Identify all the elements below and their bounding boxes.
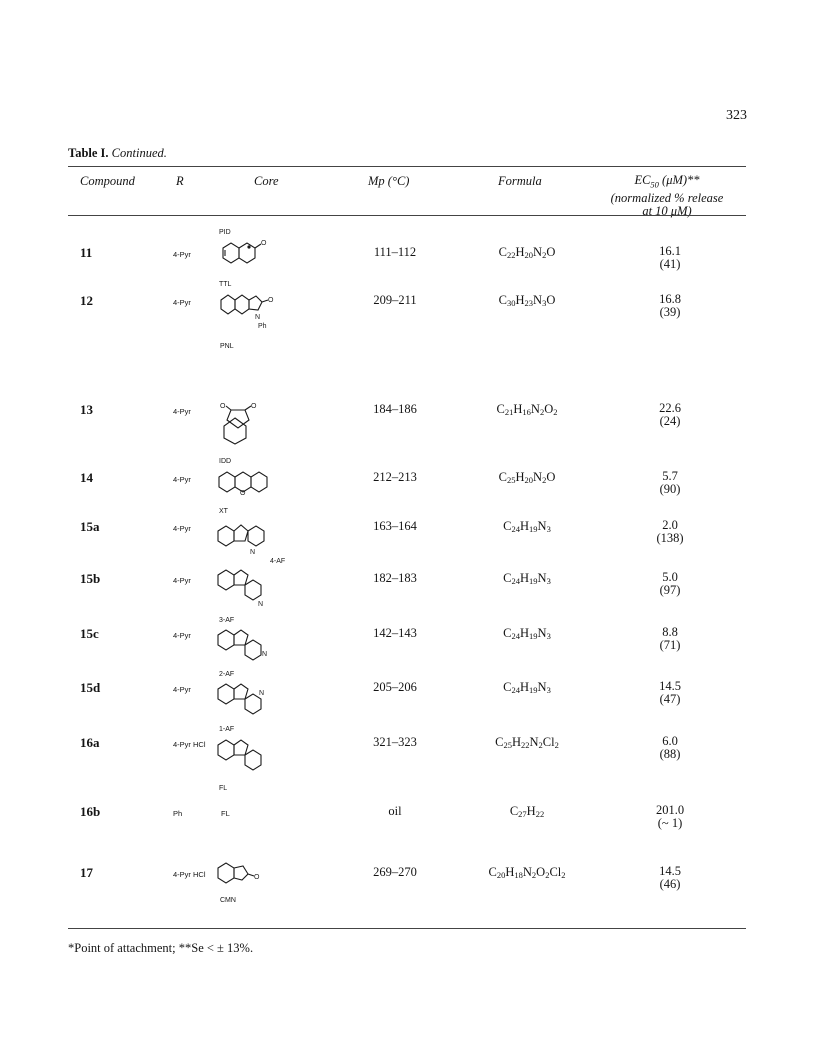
- substituent-r: 4-Pyr: [173, 407, 191, 416]
- melting-point: 212–213: [373, 470, 417, 484]
- core-label-pnl: PNL: [220, 343, 234, 350]
- table-bottom-rule: [68, 928, 746, 929]
- table-top-rule: [68, 166, 746, 167]
- ec50-value: 6.0: [662, 734, 678, 748]
- structure-17-oxygen-label: O: [254, 874, 260, 881]
- molecular-formula: $C_{25}H_{20}N_2O$: [498, 470, 556, 485]
- table-caption-label: Table I.: [68, 146, 109, 160]
- core-label-ttl: TTL: [219, 281, 232, 288]
- compound-id: 15b: [80, 571, 101, 586]
- ec50-cell: [625, 245, 715, 271]
- substituent-r: 4-Pyr: [173, 576, 191, 585]
- compound-id: 15c: [80, 626, 99, 641]
- structure-13-oxygen-left-label: O: [220, 403, 226, 410]
- melting-point: 184–186: [373, 402, 417, 416]
- core-label-xt: XT: [219, 508, 228, 515]
- substituent-r: 4-Pyr: [173, 298, 191, 307]
- molecular-formula: $C_{24}H_{19}N_3$: [503, 626, 551, 641]
- header-ec50-line1: $EC_{50}$ (μM)**: [634, 173, 700, 190]
- structure-13: [214, 398, 274, 448]
- header-ec50-line2: (normalized % release: [610, 190, 724, 205]
- header-formula: Formula: [498, 174, 542, 188]
- substituent-r: 4-Pyr: [173, 250, 191, 259]
- structure-11: [214, 236, 274, 276]
- compound-id: 17: [80, 865, 93, 880]
- substituent-r: Ph: [173, 809, 183, 818]
- header-ec50: [592, 174, 742, 218]
- structure-15a: [214, 515, 304, 565]
- melting-point: 209–211: [373, 293, 417, 307]
- structure-16a: [214, 733, 294, 781]
- substituent-r: 4-Pyr HCl: [173, 740, 206, 749]
- melting-point: 163–164: [373, 519, 417, 533]
- ec50-cell: [625, 735, 715, 761]
- core-label-idd: IDD: [219, 458, 232, 465]
- melting-point: oil: [388, 804, 402, 818]
- compound-id: 15a: [80, 519, 100, 534]
- structure-14: [214, 465, 294, 501]
- ec50-cell: [625, 626, 715, 652]
- structure-12-nitrogen-label: N: [255, 314, 261, 321]
- ec50-cell: [625, 571, 715, 597]
- ec50-value: 14.5: [659, 864, 681, 878]
- table-caption: [68, 146, 167, 161]
- structure-12-phenyl-label: Ph: [258, 323, 267, 330]
- structure-13-oxygen-right-label: O: [251, 403, 257, 410]
- structure-12-oxygen-label: O: [268, 297, 274, 304]
- structure-14-oxygen-label: O: [240, 490, 246, 497]
- structure-15b: [214, 565, 304, 620]
- release-percent: (138): [656, 531, 684, 545]
- molecular-formula: $C_{25}H_{22}N_2Cl_2$: [495, 735, 559, 750]
- ec50-cell: [625, 470, 715, 496]
- ec50-cell: [625, 519, 715, 545]
- molecular-formula: $C_{30}H_{23}N_3O$: [498, 293, 556, 308]
- ec50-cell: [625, 865, 715, 891]
- footnote: *Point of attachment; **Se < ± 13%.: [68, 941, 254, 955]
- header-compound: Compound: [80, 174, 135, 188]
- molecular-formula: $C_{24}H_{19}N_3$: [503, 571, 551, 586]
- ec50-cell: [625, 402, 715, 428]
- core-label-pid: PID: [219, 229, 231, 236]
- core-label-1af: 1-AF: [219, 726, 235, 733]
- ec50-value: 5.7: [662, 469, 678, 483]
- ec50-value: 16.8: [659, 292, 681, 306]
- compound-id: 11: [80, 245, 93, 260]
- molecular-formula: $C_{24}H_{19}N_3$: [503, 680, 551, 695]
- compound-id: 16b: [80, 804, 101, 819]
- structure-11-oxygen-label: O: [261, 240, 267, 247]
- ec50-cell: [625, 804, 715, 830]
- core-label-2af: 2-AF: [219, 671, 235, 678]
- substituent-r: 4-Pyr: [173, 524, 191, 533]
- compound-id: 12: [80, 293, 93, 308]
- substituent-r: 4-Pyr: [173, 631, 191, 640]
- ec50-cell: [625, 293, 715, 319]
- release-percent: (71): [659, 638, 681, 652]
- structure-17: [214, 860, 284, 894]
- compound-id: 16a: [80, 735, 100, 750]
- release-percent: (46): [659, 877, 681, 891]
- structure-15c-nitrogen-label: N: [262, 651, 268, 658]
- ec50-value: 14.5: [659, 679, 681, 693]
- release-percent: (97): [659, 583, 681, 597]
- structure-15a-nitrogen-label: N: [250, 549, 256, 556]
- substituent-r: 4-Pyr HCl: [173, 870, 206, 879]
- release-percent: (39): [659, 305, 681, 319]
- ec50-value: 22.6: [659, 401, 681, 415]
- header-mp: Mp (°C): [368, 174, 410, 188]
- core-label-fl: FL: [219, 785, 228, 792]
- substituent-r: 4-Pyr: [173, 685, 191, 694]
- molecular-formula: $C_{27}H_{22}$: [509, 804, 545, 819]
- ec50-value: 8.8: [662, 625, 678, 639]
- compound-id: 15d: [80, 680, 101, 695]
- molecular-formula: $C_{20}H_{18}N_2O_2Cl_2$: [488, 865, 566, 880]
- release-percent: (88): [659, 747, 681, 761]
- melting-point: 321–323: [373, 735, 417, 749]
- structure-15a-af-label: 4-AF: [270, 558, 286, 565]
- molecular-formula: $C_{24}H_{19}N_3$: [503, 519, 551, 534]
- melting-point: 111–112: [373, 245, 417, 259]
- structure-15d: [214, 677, 304, 727]
- header-ec50-line3: at 10 μM): [642, 203, 692, 218]
- release-percent: (47): [659, 692, 681, 706]
- table-caption-text: Continued.: [111, 146, 167, 160]
- header-core: Core: [254, 174, 279, 188]
- substituent-r: 4-Pyr: [173, 475, 191, 484]
- ec50-value: 5.0: [662, 570, 678, 584]
- page-number: 323: [726, 108, 747, 123]
- release-percent: (24): [659, 414, 681, 428]
- ec50-value: 201.0: [655, 803, 685, 817]
- release-percent: (41): [659, 257, 681, 271]
- structure-12: [214, 288, 284, 338]
- header-bottom-rule: [68, 215, 746, 216]
- molecular-formula: $C_{22}H_{20}N_2O$: [498, 245, 556, 260]
- melting-point: 142–143: [373, 626, 417, 640]
- ec50-value: 2.0: [662, 518, 678, 532]
- compound-id: 13: [80, 402, 93, 417]
- ec50-value: 16.1: [659, 244, 681, 258]
- melting-point: 205–206: [373, 680, 417, 694]
- melting-point: 269–270: [373, 865, 417, 879]
- structure-15c: [214, 623, 304, 673]
- ec50-cell: [625, 680, 715, 706]
- molecular-formula: $C_{21}H_{16}N_2O_2$: [496, 402, 558, 417]
- core-label: FL: [221, 809, 230, 818]
- structure-15b-nitrogen-label: N: [258, 601, 264, 608]
- core-label-3af: 3-AF: [219, 617, 235, 624]
- core-label-cmn: CMN: [220, 897, 236, 904]
- melting-point: 182–183: [373, 571, 417, 585]
- release-percent: (~ 1): [657, 816, 683, 830]
- release-percent: (90): [659, 482, 681, 496]
- header-r: R: [176, 174, 184, 188]
- structure-15d-nitrogen-label: N: [259, 690, 265, 697]
- compound-id: 14: [80, 470, 93, 485]
